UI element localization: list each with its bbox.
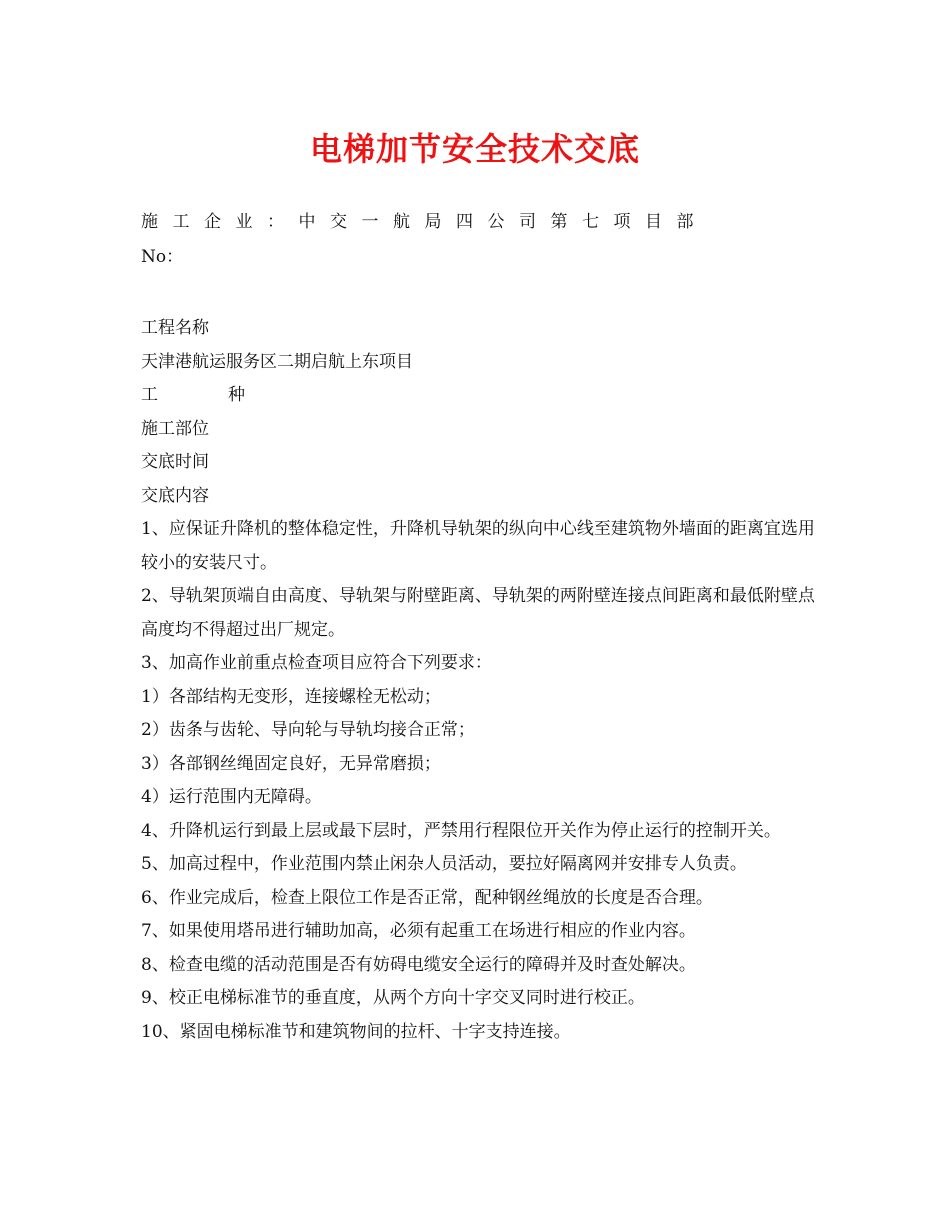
- document-number: No：: [141, 247, 184, 267]
- list-item: 10、紧固电梯标准节和建筑物间的拉杆、十字支持连接。: [141, 1021, 571, 1042]
- list-subitem: 2）齿条与齿轮、导向轮与导轨均接合正常；: [141, 720, 475, 740]
- project-name-label: 工程名称: [141, 318, 209, 338]
- list-subitem: 4）运行范围内无障碍。: [141, 787, 322, 807]
- list-item: 3、加高作业前重点检查项目应符合下列要求：: [141, 653, 492, 673]
- list-item: 9、校正电梯标准节的垂直度，从两个方向十字交叉同时进行校正。: [141, 988, 645, 1008]
- list-item: 6、作业完成后，检查上限位工作是否正常，配种钢丝绳放的长度是否合理。: [141, 887, 713, 908]
- work-type-label-part-2: 种: [228, 385, 245, 405]
- document-body: [141, 312, 821, 1049]
- list-item: 2、导轨架顶端自由高度、导轨架与附壁距离、导轨架的两附壁连接点间距离和最低附壁点高度均不得超过出厂规定。: [141, 586, 815, 640]
- list-item: 8、检查电缆的活动范围是否有妨碍电缆安全运行的障碍并及时查处解决。: [141, 954, 696, 975]
- location-label: 施工部位: [141, 418, 209, 439]
- work-type-label-part-1: 工: [141, 385, 158, 405]
- list-subitem: 1）各部结构无变形，连接螺栓无松动；: [141, 686, 441, 707]
- work-type-label: [141, 379, 245, 413]
- list-subitem: 3）各部钢丝绳固定良好，无异常磨损；: [141, 753, 441, 774]
- list-item: 1、应保证升降机的整体稳定性，升降机导轨架的纵向中心线至建筑物外墙面的距离宜选用较小的安装尺寸。: [141, 519, 815, 573]
- content-label: 交底内容: [141, 485, 209, 506]
- list-item: 5、加高过程中，作业范围内禁止闲杂人员活动，要拉好隔离网并安排专人负责。: [141, 854, 747, 874]
- list-item: 7、如果使用塔吊进行辅助加高，必须有起重工在场进行相应的作业内容。: [141, 921, 696, 941]
- time-label: 交底时间: [141, 452, 209, 472]
- document-title: 电梯加节安全技术交底: [309, 130, 640, 168]
- list-item: 4、升降机运行到最上层或最下层时，严禁用行程限位开关作为停止运行的控制开关。: [141, 820, 781, 841]
- project-name-value: 天津港航运服务区二期启航上东项目: [141, 351, 413, 372]
- company-line: 施工企业：中交一航局四公司第七项目部: [141, 212, 708, 232]
